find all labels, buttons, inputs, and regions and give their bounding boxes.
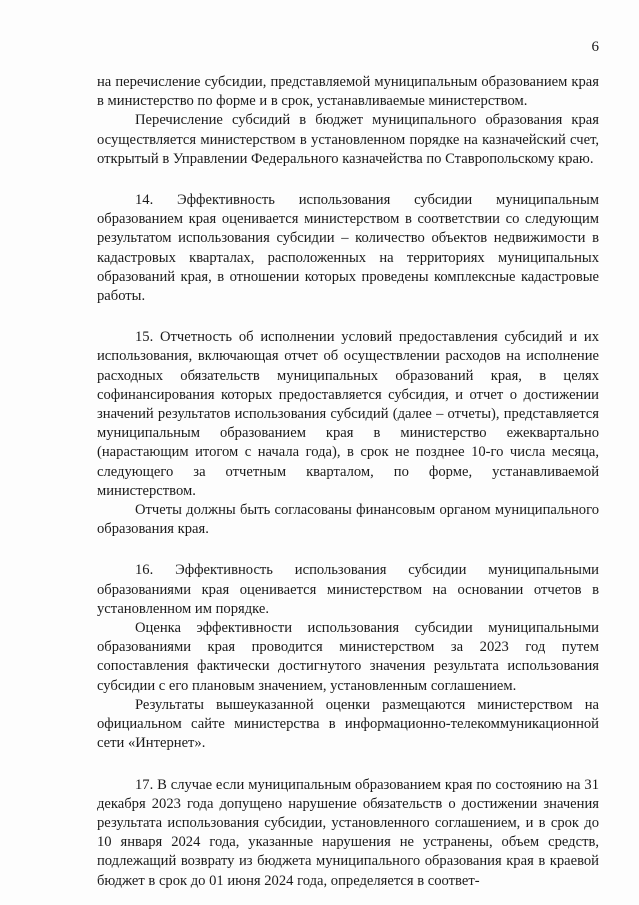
paragraph-item-16: 16. Эффективность использования субсидии муниципальными образованиями края оценивается министерством на основании отчетов в установленном им порядке. [97, 562, 599, 617]
paragraph-item-17: 17. В случае если муниципальным образованием края по состоянию на 31 декабря 2023 года допущено нарушение обязательств о достижении значения результата использования субсидии, установленного соглашением, и в срок до 10 января 2024 года, указанные нарушения не устранены, объем средств, подлежащий возврату из бюджета муниципального образования края в краевой бюджет в срок до 01 июня 2024 года, определяется в соответ- [97, 776, 599, 889]
paragraph-item-14: 14. Эффективность использования субсидии муниципальным образованием края оценивается министерством в соответствии со следующим результатом использования субсидии – количество объектов недвижимости в кадастровых кварталах, расположенных на территориях муниципальных образований края, в отношении которых проведены комплексные кадастровые работы. [97, 192, 599, 305]
page-number: 6 [591, 39, 599, 55]
document-body [97, 73, 599, 891]
paragraph-reports-agreement: Отчеты должны быть согласованы финансовым органом муниципального образования края. [97, 502, 599, 538]
paragraph-results-publication: Результаты вышеуказанной оценки размещаются министерством на официальном сайте министерства в информационно-телекоммуникационной сети «Интернет». [97, 696, 599, 752]
paragraph-item-15: 15. Отчетность об исполнении условий предоставления субсидий и их использования, включающая отчет об осуществлении расходов на исполнение расходных обязательств муниципальных образований края, в целях софинансирования которых предоставляется субсидия, и отчет о достижении значений результатов использования субсидий (далее – отчеты), представляется муниципальным образованием края в министерство ежеквартально (нарастающим итогом с начала года), в срок не позднее 10-го числа месяца, следующего за отчетным кварталом, по форме, устанавливаемой министерством. [97, 329, 599, 499]
paragraph-continuation: на перечисление субсидии, представляемой муниципальным образованием края в министерство по форме и в срок, устанавливаемые министерством. [97, 74, 599, 110]
paragraph-transfer: Перечисление субсидий в бюджет муниципального образования края осуществляется министерством в установленном порядке на казначейский счет, открытый в Управлении Федерального казначейства по Ставропольскому краю. [97, 112, 599, 167]
paragraph-evaluation: Оценка эффективности использования субсидии муниципальными образованиями края проводится министерством за 2023 год путем сопоставления фактически достигнутого значения результата использования субсидии с его плановым значением, установленным соглашением. [97, 620, 599, 694]
